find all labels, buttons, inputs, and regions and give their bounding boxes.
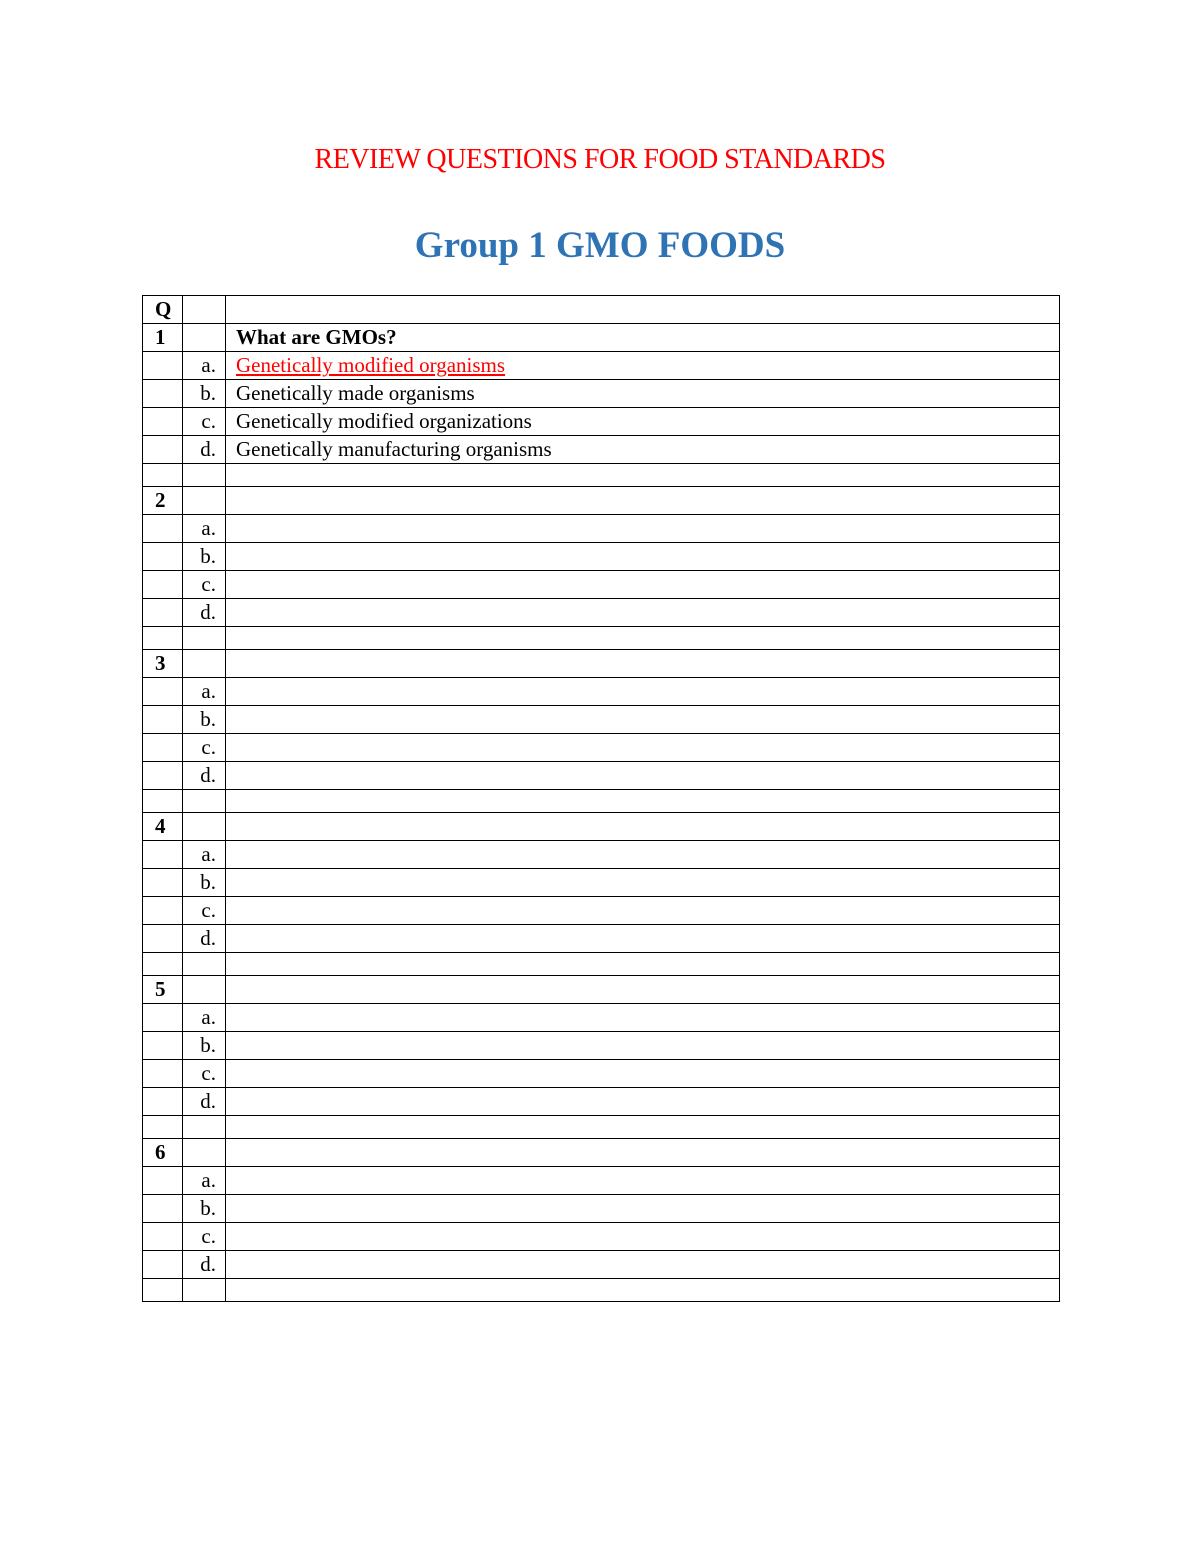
option-text <box>226 1251 1060 1279</box>
questions-table <box>142 295 1060 1302</box>
option-blank-cell <box>143 515 183 543</box>
spacer-cell <box>183 790 226 813</box>
spacer-row <box>143 464 1060 487</box>
option-row <box>143 1167 1060 1195</box>
option-text <box>226 869 1060 897</box>
table-header-row <box>143 296 1060 324</box>
option-blank-cell <box>143 762 183 790</box>
option-letter: a. <box>183 1004 226 1032</box>
option-text <box>226 1167 1060 1195</box>
question-number: 4 <box>143 813 183 841</box>
header-blank-cell <box>183 296 226 324</box>
option-letter: c. <box>183 408 226 436</box>
document-subtitle: Group 1 GMO FOODS <box>414 225 786 266</box>
option-row <box>143 1060 1060 1088</box>
question-number: 6 <box>143 1139 183 1167</box>
option-text <box>226 762 1060 790</box>
option-row <box>143 436 1060 464</box>
option-blank-cell <box>143 436 183 464</box>
option-label: Genetically manufacturing organisms <box>236 437 552 461</box>
spacer-cell <box>183 953 226 976</box>
option-blank-cell <box>143 380 183 408</box>
option-letter: b. <box>183 543 226 571</box>
spacer-row <box>143 1116 1060 1139</box>
question-blank-cell <box>183 650 226 678</box>
correct-answer-text <box>226 352 1060 380</box>
spacer-cell <box>226 464 1060 487</box>
option-text <box>226 408 1060 436</box>
option-text <box>226 734 1060 762</box>
spacer-row <box>143 953 1060 976</box>
option-blank-cell <box>143 678 183 706</box>
option-row <box>143 1251 1060 1279</box>
option-row <box>143 543 1060 571</box>
option-text <box>226 380 1060 408</box>
option-row <box>143 1032 1060 1060</box>
option-row <box>143 1195 1060 1223</box>
option-row <box>143 408 1060 436</box>
option-letter: b. <box>183 869 226 897</box>
option-text <box>226 1060 1060 1088</box>
option-text <box>226 571 1060 599</box>
question-row <box>143 976 1060 1004</box>
correct-answer-label: Genetically modified organisms <box>236 353 506 377</box>
option-row <box>143 897 1060 925</box>
question-text <box>226 1139 1060 1167</box>
option-letter: b. <box>183 1195 226 1223</box>
option-letter: b. <box>183 1032 226 1060</box>
option-row <box>143 352 1060 380</box>
question-number: 1 <box>143 324 183 352</box>
option-blank-cell <box>143 571 183 599</box>
option-letter: a. <box>183 678 226 706</box>
spacer-cell <box>143 953 183 976</box>
option-text <box>226 897 1060 925</box>
option-row <box>143 925 1060 953</box>
option-label: Genetically made organisms <box>236 381 475 405</box>
question-number: 3 <box>143 650 183 678</box>
option-text <box>226 543 1060 571</box>
option-text <box>226 1004 1060 1032</box>
option-letter: c. <box>183 1060 226 1088</box>
spacer-cell <box>143 1116 183 1139</box>
question-row <box>143 324 1060 352</box>
option-text <box>226 515 1060 543</box>
option-letter: a. <box>183 515 226 543</box>
option-text <box>226 436 1060 464</box>
option-letter: d. <box>183 436 226 464</box>
spacer-cell <box>143 627 183 650</box>
option-letter: a. <box>183 352 226 380</box>
option-blank-cell <box>143 925 183 953</box>
option-letter: d. <box>183 762 226 790</box>
option-row <box>143 869 1060 897</box>
option-row <box>143 762 1060 790</box>
option-blank-cell <box>143 869 183 897</box>
option-label: Genetically modified organizations <box>236 409 532 433</box>
spacer-cell <box>183 1116 226 1139</box>
question-number: 2 <box>143 487 183 515</box>
option-row <box>143 515 1060 543</box>
option-text <box>226 1032 1060 1060</box>
option-row <box>143 380 1060 408</box>
spacer-cell <box>226 627 1060 650</box>
questions-table-body <box>143 296 1060 1302</box>
option-blank-cell <box>143 1167 183 1195</box>
question-row <box>143 1139 1060 1167</box>
option-blank-cell <box>143 1088 183 1116</box>
option-blank-cell <box>143 1223 183 1251</box>
question-text: What are GMOs? <box>226 324 1060 352</box>
option-blank-cell <box>143 1032 183 1060</box>
option-text <box>226 841 1060 869</box>
question-row <box>143 487 1060 515</box>
option-letter: c. <box>183 571 226 599</box>
spacer-cell <box>183 1279 226 1302</box>
option-text <box>226 1088 1060 1116</box>
option-letter: b. <box>183 380 226 408</box>
question-row <box>143 650 1060 678</box>
option-blank-cell <box>143 706 183 734</box>
option-text <box>226 1195 1060 1223</box>
option-row <box>143 1223 1060 1251</box>
spacer-cell <box>143 1279 183 1302</box>
option-row <box>143 1004 1060 1032</box>
question-blank-cell <box>183 813 226 841</box>
option-letter: c. <box>183 734 226 762</box>
option-blank-cell <box>143 1004 183 1032</box>
option-letter: a. <box>183 841 226 869</box>
option-blank-cell <box>143 599 183 627</box>
option-text <box>226 678 1060 706</box>
option-blank-cell <box>143 352 183 380</box>
question-text <box>226 487 1060 515</box>
option-letter: d. <box>183 1251 226 1279</box>
option-row <box>143 1088 1060 1116</box>
option-text <box>226 1223 1060 1251</box>
option-blank-cell <box>143 543 183 571</box>
option-text <box>226 599 1060 627</box>
spacer-cell <box>226 1116 1060 1139</box>
option-row <box>143 734 1060 762</box>
question-blank-cell <box>183 487 226 515</box>
option-letter: d. <box>183 1088 226 1116</box>
spacer-cell <box>143 790 183 813</box>
option-row <box>143 599 1060 627</box>
option-blank-cell <box>143 897 183 925</box>
question-text <box>226 650 1060 678</box>
question-blank-cell <box>183 324 226 352</box>
header-q-cell: Q <box>143 296 183 324</box>
option-text <box>226 706 1060 734</box>
option-blank-cell <box>143 408 183 436</box>
spacer-cell <box>183 464 226 487</box>
option-blank-cell <box>143 841 183 869</box>
spacer-cell <box>183 627 226 650</box>
spacer-row <box>143 790 1060 813</box>
option-row <box>143 678 1060 706</box>
option-row <box>143 571 1060 599</box>
option-blank-cell <box>143 734 183 762</box>
question-blank-cell <box>183 1139 226 1167</box>
spacer-cell <box>226 953 1060 976</box>
option-blank-cell <box>143 1251 183 1279</box>
option-letter: b. <box>183 706 226 734</box>
option-letter: a. <box>183 1167 226 1195</box>
spacer-row <box>143 627 1060 650</box>
question-row <box>143 813 1060 841</box>
header-blank-cell <box>226 296 1060 324</box>
option-text <box>226 925 1060 953</box>
option-blank-cell <box>143 1060 183 1088</box>
spacer-cell <box>226 790 1060 813</box>
option-row <box>143 841 1060 869</box>
option-blank-cell <box>143 1195 183 1223</box>
option-letter: d. <box>183 599 226 627</box>
question-blank-cell <box>183 976 226 1004</box>
spacer-cell <box>226 1279 1060 1302</box>
spacer-row <box>143 1279 1060 1302</box>
option-letter: c. <box>183 1223 226 1251</box>
option-letter: d. <box>183 925 226 953</box>
document-title: REVIEW QUESTIONS FOR FOOD STANDARDS <box>314 144 886 175</box>
option-row <box>143 706 1060 734</box>
spacer-cell <box>143 464 183 487</box>
option-letter: c. <box>183 897 226 925</box>
question-text <box>226 813 1060 841</box>
question-text <box>226 976 1060 1004</box>
question-number: 5 <box>143 976 183 1004</box>
